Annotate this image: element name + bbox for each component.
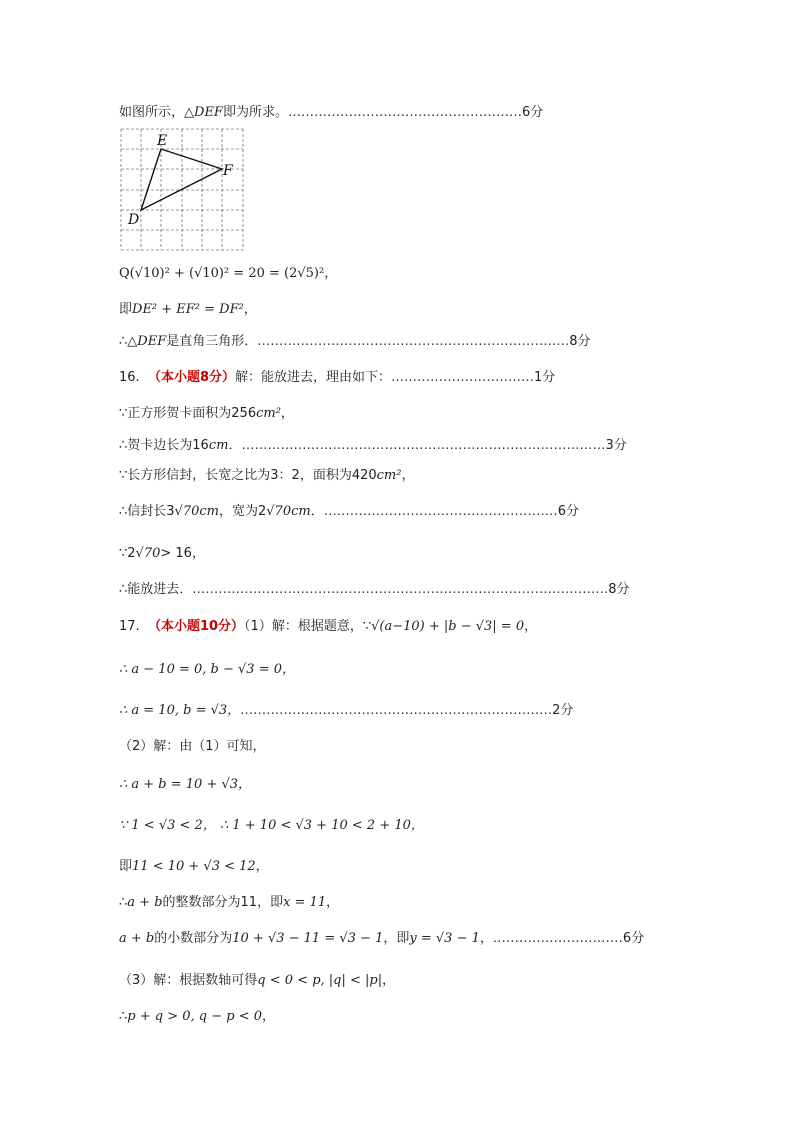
- line-decimal-part: [119, 930, 644, 948]
- math-expression: a + b: [119, 931, 155, 946]
- score-label: 8分: [608, 582, 630, 597]
- triangle-def: [141, 149, 222, 210]
- question-number: 17.: [119, 619, 140, 634]
- question-17-header: [119, 618, 537, 636]
- text: ∴: [119, 895, 128, 910]
- text: ，: [382, 973, 396, 988]
- line-a-b-values: [119, 702, 573, 720]
- score-label: 3分: [605, 438, 627, 453]
- label-d: D: [128, 212, 140, 228]
- text: ∴能放进去．: [119, 582, 193, 597]
- line-eq-zero: ∴ a − 10 = 0, b − √3 = 0，: [119, 662, 296, 677]
- math-inequality: q < 0 < p, |q| < |p|: [257, 973, 383, 988]
- leader-dots: ……………………………………………………………………………………: [192, 582, 609, 597]
- math-equation: x = 11: [283, 895, 327, 910]
- line-def-answer: [119, 104, 543, 122]
- text: 的小数部分为: [154, 931, 233, 946]
- text: ．: [228, 438, 242, 453]
- triangle-symbol: △: [184, 105, 195, 120]
- line-right-triangle: [119, 333, 591, 351]
- math-def: DEF: [194, 105, 223, 120]
- line-sqrt3-bounds: [119, 817, 424, 835]
- line-card-area: [119, 405, 294, 423]
- leader-dots: …………………………………………………………………………: [241, 438, 606, 453]
- line-envelope-dims: [119, 503, 579, 521]
- unit: cm: [199, 504, 219, 519]
- text: ∵2: [119, 546, 136, 561]
- text: ∵正方形贺卡面积为256: [119, 406, 257, 421]
- text: ，: [524, 619, 538, 634]
- question-tag: （本小题10分）: [147, 619, 245, 634]
- unit: cm²: [256, 406, 281, 421]
- math-equation: ∴ a = 10, b = √3，: [119, 703, 241, 718]
- text: ∴贺卡边长为16: [119, 438, 209, 453]
- unit: cm: [208, 438, 229, 453]
- leader-dots: …………………………: [492, 931, 623, 946]
- line-part2: （2）解：由（1）可知，: [119, 739, 266, 754]
- unit: cm: [291, 504, 311, 519]
- grid-triangle-figure: [120, 128, 244, 252]
- text: （1）解：根据题意，∵: [244, 619, 372, 634]
- text: ．: [310, 504, 324, 519]
- text: 即为所求。: [222, 105, 288, 120]
- leader-dots: ………………………………………………: [287, 105, 522, 120]
- text: 解：能放进去，理由如下：: [235, 370, 392, 385]
- math-equation: DE² + EF² = DF²: [132, 302, 244, 317]
- line-range: [119, 858, 269, 876]
- leader-dots: ………………………………………………………………: [257, 334, 570, 349]
- text: ，: [262, 1009, 276, 1024]
- text: （3）解：根据数轴可得: [119, 973, 258, 988]
- math-equation: √(a−10) + |b − √3| = 0: [371, 619, 525, 634]
- text: ，即: [383, 931, 410, 946]
- line-conclusion-16: [119, 581, 630, 599]
- math-def: DEF: [137, 334, 167, 349]
- line-integer-part: [119, 894, 339, 912]
- line-card-side: [119, 437, 627, 455]
- math-expression: a + b: [127, 895, 163, 910]
- line-sum-squares: Q(√10)² + (√10)² = 20 = (2√5)²，: [119, 266, 338, 281]
- unit: cm²: [376, 468, 402, 483]
- question-tag: （本小题8分）: [147, 370, 235, 385]
- math-inequality: p + q > 0, q − p < 0: [127, 1009, 263, 1024]
- text: ，: [401, 468, 415, 483]
- label-f: F: [223, 163, 233, 179]
- text: 即: [119, 859, 133, 874]
- leader-dots: ………………………………………………………………: [240, 703, 553, 718]
- line-envelope: [119, 467, 414, 485]
- question-16-header: [119, 369, 555, 387]
- math-inequality: 11 < 10 + √3 < 12: [132, 859, 256, 874]
- text: ，宽为2: [218, 504, 267, 519]
- text: 是直角三角形．: [166, 334, 258, 349]
- score-label: 8分: [569, 334, 591, 349]
- text: ，: [280, 406, 294, 421]
- score-label: 2分: [552, 703, 574, 718]
- math-equation: y = √3 − 1: [409, 931, 480, 946]
- text: ，: [255, 859, 269, 874]
- math-inequality: ∴ 1 + 10 < √3 + 10 < 2 + 10，: [219, 818, 424, 833]
- text: ∵长方形信封，长宽之比为3：2，面积为420: [119, 468, 377, 483]
- text: ，: [479, 931, 493, 946]
- line-pythagoras: [119, 301, 257, 319]
- label-e: E: [157, 133, 168, 149]
- score-label: 1分: [534, 370, 556, 385]
- text: ∴: [119, 1009, 128, 1024]
- line-a-plus-b: ∴ a + b = 10 + √3，: [119, 777, 252, 792]
- score-label: 6分: [557, 504, 579, 519]
- line-p-q-relation: [119, 1008, 275, 1026]
- math-root: √70: [266, 504, 292, 519]
- math-inequality: ∵ 1 < √3 < 2，: [119, 818, 216, 833]
- text: 如图所示，: [119, 105, 185, 120]
- math-root: √70: [174, 504, 200, 519]
- score-label: 6分: [521, 105, 544, 120]
- leader-dots: ………………………………………………: [323, 504, 558, 519]
- text: ，: [326, 895, 340, 910]
- text: ，: [243, 302, 257, 317]
- text: ∴信封长3: [119, 504, 175, 519]
- score-label: 6分: [622, 931, 645, 946]
- question-number: 16.: [119, 370, 140, 385]
- leader-dots: ……………………………: [391, 370, 535, 385]
- math-root: √70: [135, 546, 161, 561]
- line-compare: [119, 545, 205, 563]
- text: 即: [119, 302, 133, 317]
- text: 的整数部分为11，即: [162, 895, 284, 910]
- text: > 16，: [160, 546, 205, 561]
- math-equation: 10 + √3 − 11 = √3 − 1: [232, 931, 384, 946]
- line-part3: [119, 972, 395, 990]
- text: ∴△: [119, 334, 138, 349]
